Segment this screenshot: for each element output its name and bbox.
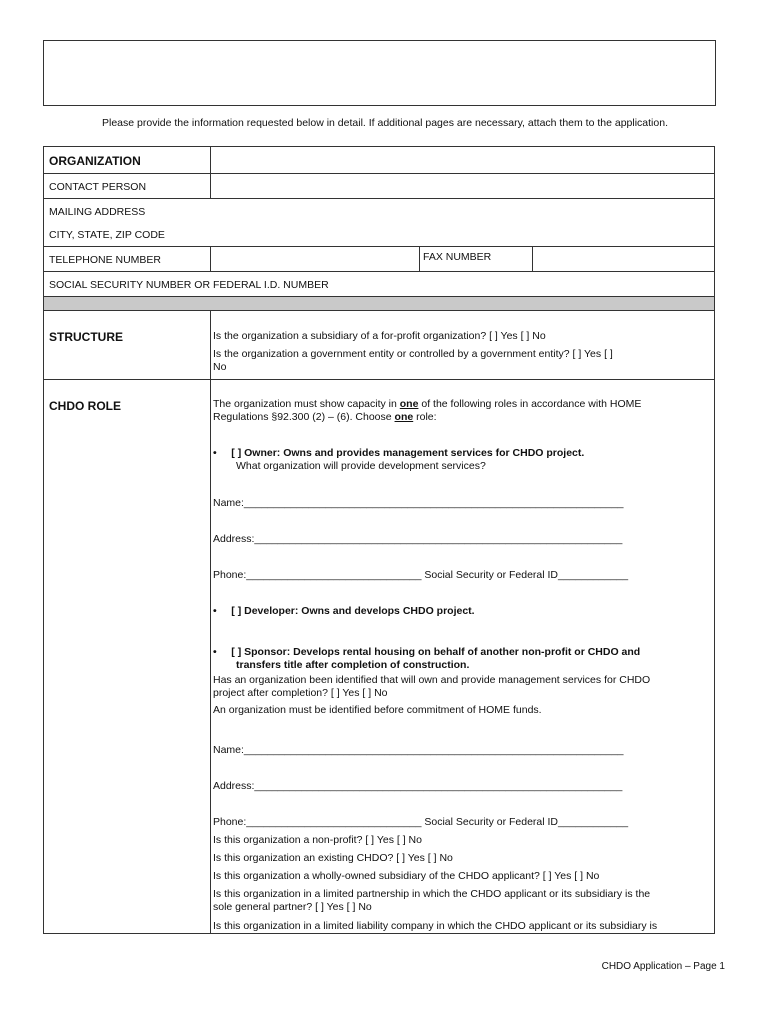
telephone-label: TELEPHONE NUMBER (49, 254, 162, 266)
ssn-label: SOCIAL SECURITY NUMBER OR FEDERAL I.D. NUMBER (49, 279, 329, 291)
owner-address-field[interactable]: Address:_______________________________________________________________ (213, 533, 623, 545)
organization-label: ORGANIZATION (49, 154, 141, 168)
sponsor-option (213, 646, 703, 717)
structure-q2 (213, 348, 703, 374)
bullet-icon: • (213, 447, 217, 459)
intro-part-a: The organization must show capacity in (213, 398, 400, 410)
owner-option (213, 447, 703, 473)
sponsor-name-field[interactable]: Name:_________________________________________________________________ (213, 744, 624, 756)
contact-person-label: CONTACT PERSON (49, 181, 147, 193)
intro-one: one (399, 398, 419, 410)
fax-label: FAX NUMBER (423, 251, 492, 263)
q-lp-line2: sole general partner? [ ] Yes [ ] No (213, 901, 372, 913)
sponsor-phone-field[interactable]: Phone:______________________________ Social Security or Federal ID____________ (213, 816, 629, 828)
developer-option (213, 605, 703, 618)
q-nonprofit: Is this organization a non-profit? [ ] Yes [ ] No (213, 834, 422, 846)
header-box (43, 40, 716, 106)
q-llc: Is this organization in a limited liability company in which the CHDO applicant or its subsidiary is (213, 920, 658, 932)
sponsor-address-field[interactable]: Address:_______________________________________________________________ (213, 780, 623, 792)
page-footer: CHDO Application – Page 1 (601, 961, 725, 972)
owner-title[interactable]: [ ] Owner: Owns and provides management services for CHDO project. (231, 447, 585, 459)
owner-question: What organization will provide development services? (236, 460, 486, 472)
sponsor-title-2: transfers title after completion of construction. (236, 659, 470, 671)
sponsor-title[interactable]: [ ] Sponsor: Develops rental housing on behalf of another non-profit or CHDO and (231, 646, 641, 658)
intro-text: Please provide the information requested below in detail. If additional pages are necessary, attach them to the application. (102, 117, 668, 129)
intro-one-2: one (394, 411, 414, 423)
chdo-intro (213, 398, 703, 424)
bullet-icon: • (213, 605, 217, 617)
structure-q2-line2: No (213, 361, 227, 373)
owner-name-field[interactable]: Name:_________________________________________________________________ (213, 497, 624, 509)
q-lp-line1: Is this organization in a limited partnership in which the CHDO applicant or its subsidiary is the (213, 888, 651, 900)
owner-phone-field[interactable]: Phone:______________________________ Social Security or Federal ID____________ (213, 569, 629, 581)
sponsor-q1-line2: project after completion? [ ] Yes [ ] No (213, 687, 388, 699)
bullet-icon: • (213, 646, 217, 658)
mailing-address-label: MAILING ADDRESS (49, 206, 146, 218)
gray-separator (44, 297, 714, 310)
structure-q1: Is the organization a subsidiary of a for-profit organization? [ ] Yes [ ] No (213, 330, 546, 342)
sponsor-q1-line1: Has an organization been identified that will own and provide management services for CHDO (213, 674, 651, 686)
structure-label: STRUCTURE (49, 330, 123, 344)
developer-title[interactable]: [ ] Developer: Owns and develops CHDO project. (231, 605, 475, 617)
intro-part-b: of the following roles in accordance with HOME (418, 398, 642, 410)
structure-q2-line1: Is the organization a government entity or controlled by a government entity? [ ] Yes [ ] (213, 348, 613, 360)
intro-part-c: Regulations §92.300 (2) – (6). Choose (213, 411, 395, 423)
q-limited-partnership (213, 888, 703, 914)
q-existing-chdo: Is this organization an existing CHDO? [ ] Yes [ ] No (213, 852, 453, 864)
chdo-role-label: CHDO ROLE (49, 399, 121, 413)
intro-part-d: role: (413, 411, 437, 423)
q-wholly-owned: Is this organization a wholly-owned subsidiary of the CHDO applicant? [ ] Yes [ ] No (213, 870, 600, 882)
sponsor-note: An organization must be identified before commitment of HOME funds. (213, 704, 542, 716)
city-state-zip-label: CITY, STATE, ZIP CODE (49, 229, 165, 241)
